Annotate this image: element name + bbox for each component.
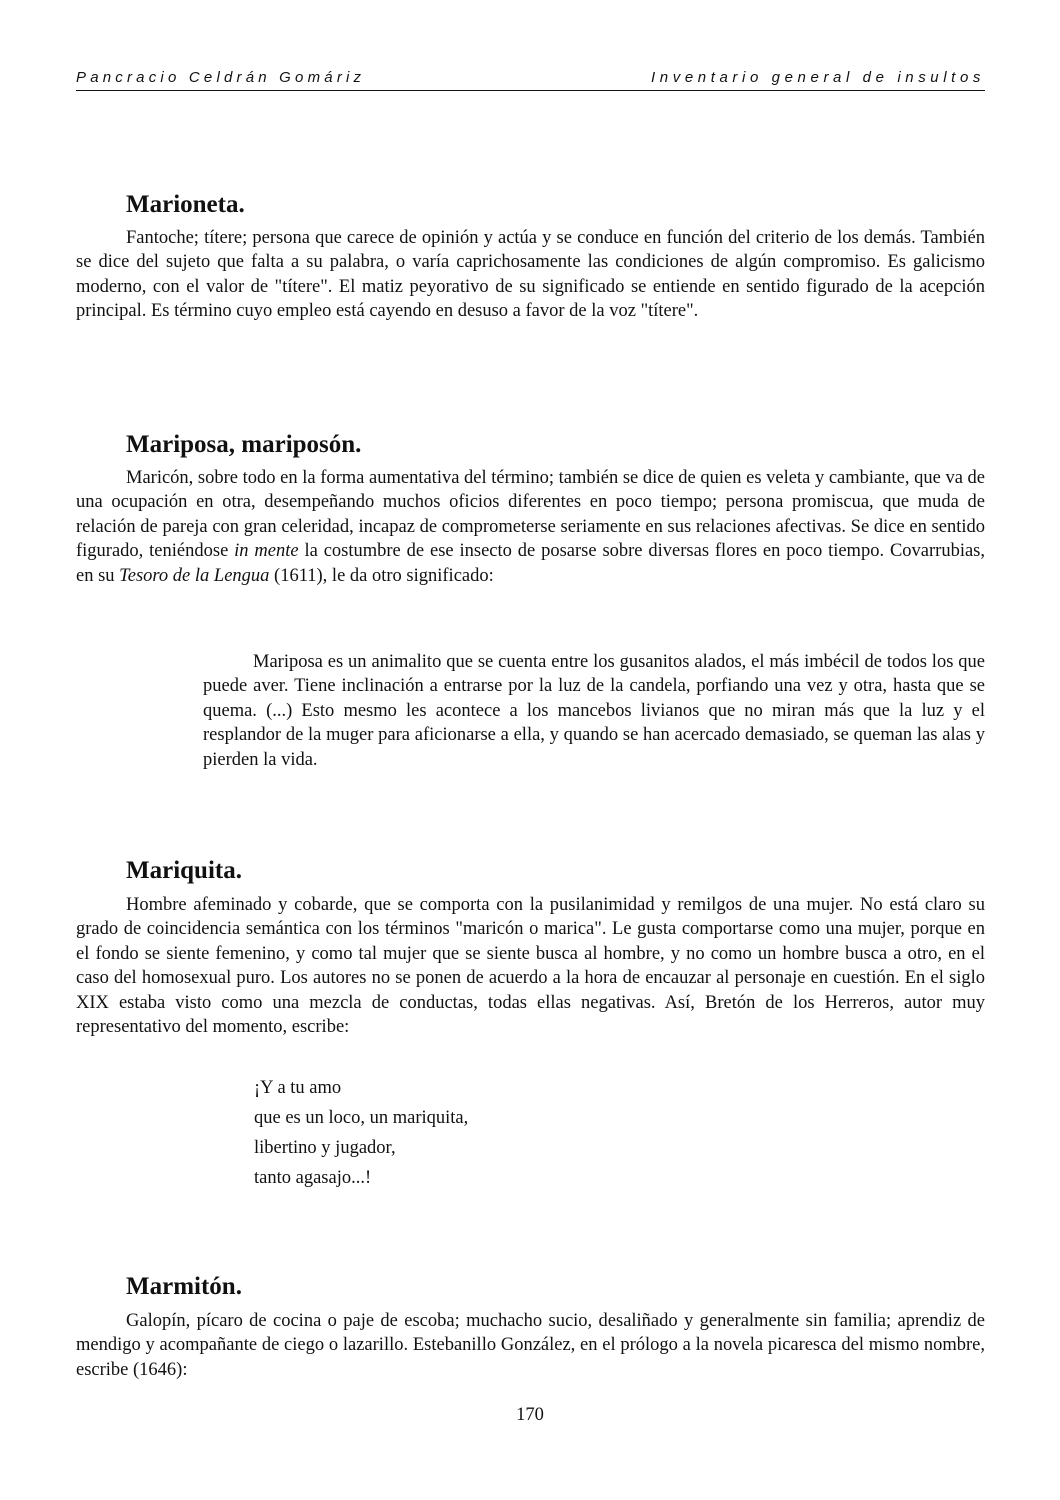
verse-line: que es un loco, un mariquita, [254, 1108, 469, 1128]
italic-phrase-in-mente: in mente [234, 541, 299, 562]
paragraph-text: (1611), le da otro significado: [269, 565, 494, 586]
entry-title-marioneta: Marioneta. [126, 191, 245, 218]
header-author: Pancracio Celdrán Gomáriz [76, 69, 366, 86]
entry-paragraph-marioneta: Fantoche; títere; persona que carece de opinión y actúa y se conduce en función del criterio de los demás. También se dice del sujeto que falta a su palabra, o varía caprichosamente las condiciones de algún compromiso. Es galicismo moderno, con el valor de "títere". El matiz peyorativo de su significado se entiende en sentido figurado de la acepción principal. Es término cuyo empleo está cayendo en desuso a favor de la voz "títere". [76, 228, 985, 322]
entry-paragraph-mariquita: Hombre afeminado y cobarde, que se comporta con la pusilanimidad y remilgos de una mujer. No está claro su grado de coincidencia semántica con los términos "maricón o marica". Le gusta comportarse como una mujer, porque en el fondo se siente femenino, y como tal mujer que se siente busca al hombre, y no como un hombre busca a otro, en el caso del homosexual puro. Los autores no se ponen de acuerdo a la hora de encauzar al personaje en cuestión. En el siglo XIX estaba visto como una mezcla de conductas, todas ellas negativas. Así, Bretón de los Herreros, autor muy representativo del momento, escribe: [76, 895, 985, 1038]
entry-title-mariquita: Mariquita. [126, 857, 242, 884]
entry-title-marmiton: Marmitón. [126, 1273, 242, 1300]
entry-paragraph-marmiton: Galopín, pícaro de cocina o paje de escoba; muchacho sucio, desaliñado y generalmente sin familia; aprendiz de mendigo y acompañante de ciego o lazarillo. Estebanillo González, en el prólogo a la novela picaresca del mismo nombre, escribe (1646): [76, 1311, 985, 1380]
entry-paragraph-mariposa [76, 466, 985, 588]
entry-title-mariposa: Mariposa, mariposón. [126, 431, 362, 458]
paragraph-text: Maricón, sobre todo en la forma aumentativa del término; también se dice de quien es veleta y cambiante, que va de una ocupación en otra, desempeñando muchos oficios diferentes en poco tiempo; persona promiscua, que muda de relación de pareja con gran celeridad, incapaz de comprometerse seriamente en sus relaciones afectivas. Se dice en sentido figurado, teniéndose [76, 468, 985, 562]
block-quote-covarrubias: Mariposa es un animalito que se cuenta entre los gusanitos alados, el más imbécil de todos los que puede aver. Tiene inclinación a entrarse por la luz de la candela, porfiando una vez y otra, hasta que se quema. (...) Esto mesmo les acontece a los mancebos livianos que no miran más que la luz y el resplandor de la muger para aficionarse a ella, y quando se han acercado demasiado, se queman las alas y pierden la vida. [203, 652, 985, 770]
verse-line: tanto agasajo...! [254, 1168, 372, 1188]
header-book-title: Inventario general de insultos [651, 69, 985, 86]
paragraph-text: la costumbre de ese insecto de posarse sobre diversas flores en poco tiempo. Covarrubias, en su [76, 541, 985, 586]
verse-line: libertino y jugador, [254, 1138, 396, 1158]
page-number: 170 [516, 1405, 544, 1425]
running-header [76, 68, 985, 91]
italic-title-tesoro: Tesoro de la Lengua [119, 565, 270, 586]
verse-line: ¡Y a tu amo [254, 1078, 342, 1098]
verse-quote-breton [254, 1073, 468, 1193]
